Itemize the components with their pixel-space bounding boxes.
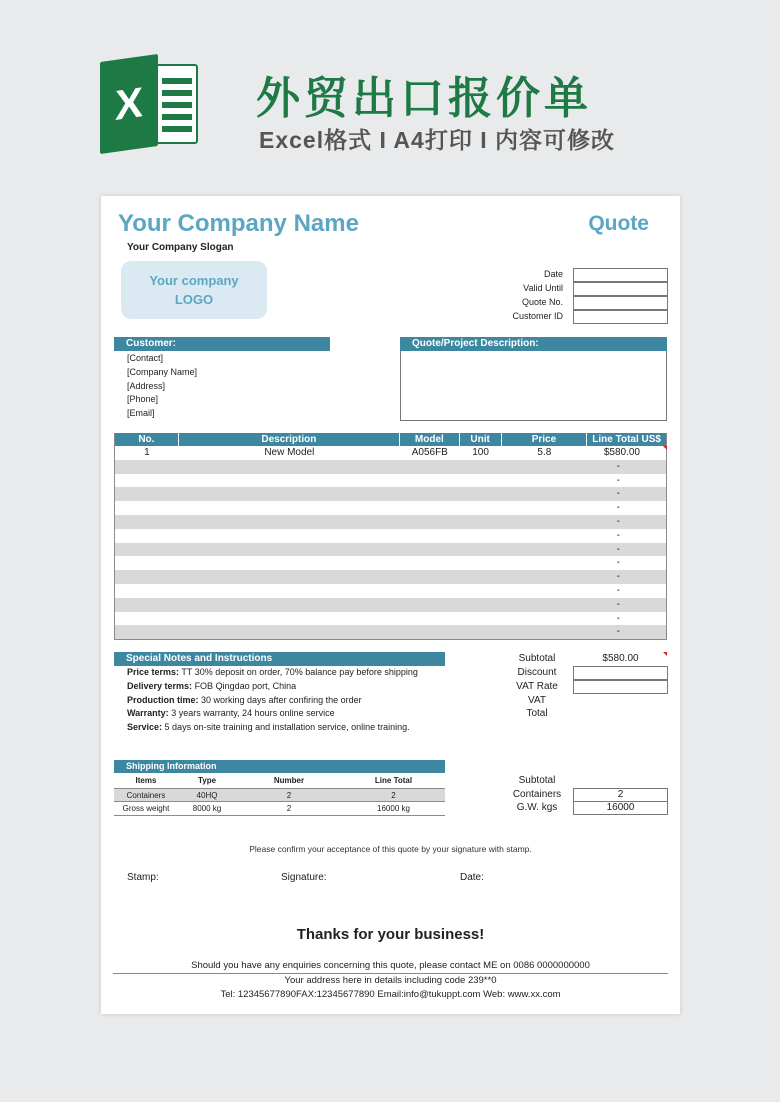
table-row[interactable] [115,501,666,515]
cell-price: 5.8 [537,447,552,458]
logo-placeholder [121,261,267,319]
containers-label: Containers [512,789,562,800]
items-header [115,433,666,446]
cell-line-total: - [616,612,620,624]
table-row[interactable] [115,529,666,543]
col-price: Price [502,433,588,446]
table-row[interactable] [115,625,666,639]
discount-label: Discount [517,667,557,678]
note-line: Warranty: 3 years warranty, 24 hours online service [127,708,335,719]
meta-quote-no [505,296,668,310]
signature-label: Signature: [281,872,327,883]
logo-line-2: LOGO [174,292,214,307]
banner-title: 外贸出口报价单 [256,74,592,123]
cell-no: 1 [144,447,150,458]
table-row[interactable]: Containers 40HQ 2 2 [114,788,445,802]
containers-value[interactable]: 2 [573,788,668,802]
total-label: Total [526,708,548,719]
excel-icon [100,58,200,150]
table-row[interactable] [115,515,666,529]
cell-line-total: - [616,543,620,555]
meta-date [505,268,668,282]
shipping-header [114,774,445,788]
customer-address[interactable]: [Address] [127,380,166,391]
meta-label: Date [543,269,563,279]
quote-sheet [101,196,680,1014]
note-line: Price terms: TT 30% deposit on order, 70% balance pay before shipping [127,667,418,677]
thanks-message: Thanks for your business! [296,926,485,943]
shipping-table [114,774,445,816]
banner [0,0,780,190]
col-no: No. [115,433,179,446]
cell-line-total: - [616,515,620,527]
table-row[interactable] [115,474,666,488]
col-line-total: Line Total [374,776,413,785]
subtotal-value: $580.00 [602,653,639,664]
company-name: Your Company Name [118,210,359,237]
cell-description: New Model [264,447,315,458]
tel-line: Tel: 12345677890FAX:12345677890 Email:info@tukuppt.com Web: www.xx.com [220,989,561,1000]
meta-label: Quote No. [521,297,563,307]
gw-value[interactable]: 16000 [573,801,668,815]
shipping-heading: Shipping Information [114,760,445,773]
note-line: Production time: 30 working days after confiring the order [127,694,362,705]
col-number: Number [273,776,305,785]
project-heading: Quote/Project Description: [400,337,667,351]
col-line-total: Line Total US$ [592,434,661,445]
valid-until-field[interactable] [573,282,668,296]
table-row[interactable] [115,584,666,598]
note-line: Delivery terms: FOB Qingdao port, China [127,680,297,691]
comment-marker-icon [663,652,667,656]
shipping-subtotal-label: Subtotal [518,775,556,786]
table-row[interactable] [115,556,666,570]
notes-heading: Special Notes and Instructions [114,652,445,666]
cell-line-total: $580.00 [603,447,640,458]
cell-line-total: - [616,460,620,472]
cell-line-total: - [616,529,620,541]
quote-no-field[interactable] [573,296,668,310]
customer-phone[interactable]: [Phone] [127,394,159,405]
customer-id-field[interactable] [573,310,668,324]
customer-contact[interactable]: [Contact] [127,353,164,363]
table-row[interactable] [115,446,666,460]
vat-label: VAT [528,695,546,706]
cell-line-total: - [616,474,620,486]
customer-details [127,352,197,421]
cell-line-total: - [616,571,620,583]
logo-line-1: Your company [149,273,239,288]
table-row[interactable] [115,487,666,501]
meta-label: Valid Until [523,283,563,293]
contact-line: Should you have any enquiries concerning this quote, please contact ME on 0086 0000000000 [191,960,590,971]
stamp-label: Stamp: [127,872,159,883]
date-label: Date: [460,872,484,883]
cell-model: A056FB [411,447,448,458]
table-row[interactable] [115,612,666,626]
notes-body [127,666,418,735]
discount-field[interactable] [573,666,668,680]
meta-valid-until [505,282,668,296]
footer-divider [113,973,668,974]
cell-unit: 100 [472,447,489,458]
table-row[interactable] [115,570,666,584]
gw-label: G.W. kgs [516,802,558,813]
meta-customer-id [505,310,668,324]
cell-line-total: - [616,502,620,514]
note-line: Service: 5 days on-site training and installation service, online training. [127,722,410,733]
date-field[interactable] [573,268,668,282]
banner-subtitle: Excel格式 I A4打印 I 内容可修改 [259,127,615,153]
confirm-text: Please confirm your acceptance of this quote by your signature with stamp. [249,844,532,854]
col-model: Model [400,433,460,446]
cell-line-total: - [616,557,620,569]
subtotal-label: Subtotal [518,653,556,664]
company-slogan: Your Company Slogan [127,242,234,253]
table-row[interactable] [115,598,666,612]
customer-company[interactable]: [Company Name] [127,366,198,377]
meta-label: Customer ID [512,311,563,321]
customer-email[interactable]: [Email] [127,408,155,419]
items-table [114,433,667,640]
address-line: Your address here in details including code 239**0 [284,975,497,986]
vat-rate-label: VAT Rate [516,681,558,692]
project-description-field[interactable] [400,351,667,421]
cell-line-total: - [616,584,620,596]
col-unit: Unit [460,433,502,446]
cell-line-total: - [616,488,620,500]
col-description: Description [179,433,400,446]
table-row[interactable]: Gross weight 8000 kg 2 16000 kg [114,802,445,816]
cell-line-total: - [616,626,620,638]
vat-rate-field[interactable] [573,680,668,694]
table-row[interactable] [115,543,666,557]
col-items: Items [135,776,157,785]
excel-letter: X [100,54,158,154]
comment-marker-icon [663,446,667,450]
customer-heading: Customer: [114,337,330,351]
cell-line-total: - [616,598,620,610]
doc-title: Quote [588,212,649,235]
col-type: Type [197,776,217,785]
table-row[interactable] [115,460,666,474]
